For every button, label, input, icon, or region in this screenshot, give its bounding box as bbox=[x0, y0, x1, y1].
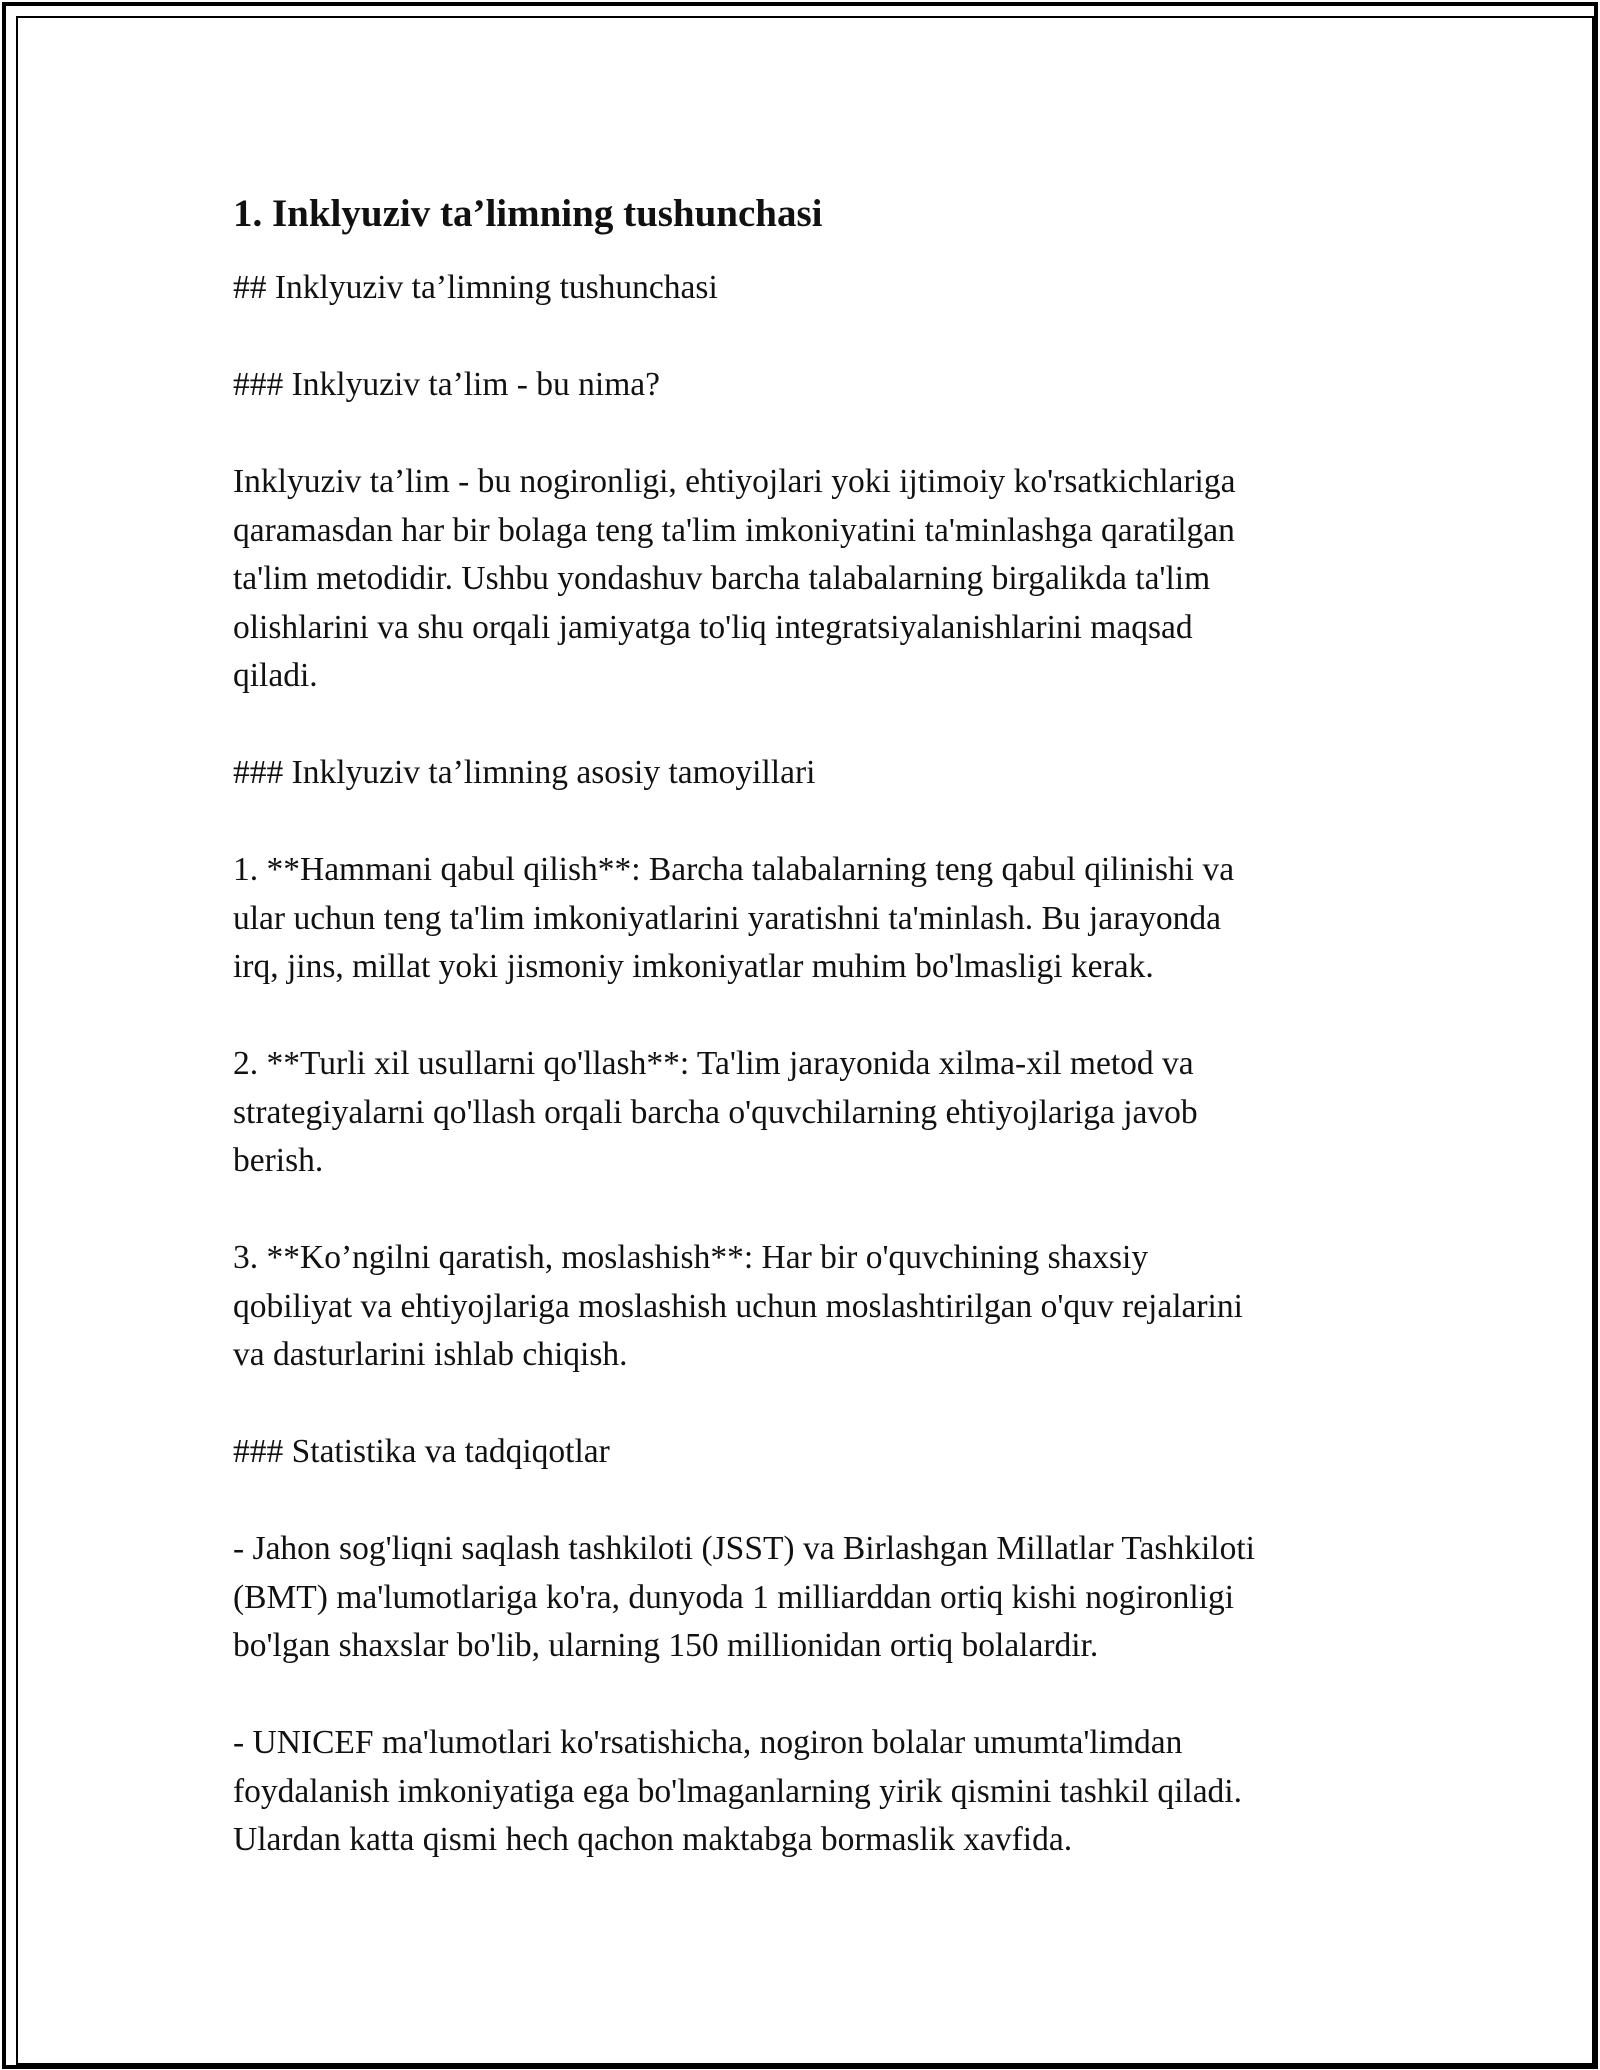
heading-what-is: ### Inklyuziv ta’lim - bu nima? bbox=[233, 366, 661, 403]
text-line: (BMT) ma'lumotlariga ko'ra, dunyoda 1 milliarddan ortiq kishi nogironligi bbox=[233, 1578, 1235, 1616]
stat-item-2 bbox=[233, 1719, 1373, 1865]
stat-item-1 bbox=[233, 1525, 1373, 1671]
principle-item-1 bbox=[233, 846, 1373, 992]
principle-item-2 bbox=[233, 1040, 1373, 1186]
text-line: ular uchun teng ta'lim imkoniyatlarini yaratishni ta'minlash. Bu jarayonda bbox=[233, 899, 1221, 937]
text-line: 2. **Turli xil usullarni qo'llash**: Ta'lim jarayonida xilma-xil metod va bbox=[233, 1045, 1194, 1082]
heading-principles: ### Inklyuziv ta’limning asosiy tamoyillari bbox=[233, 754, 816, 791]
text-line: ta'lim metodidir. Ushbu yondashuv barcha talabalarning birgalikda ta'lim bbox=[233, 560, 1211, 597]
document-title: 1. Inklyuziv ta’limning tushunchasi bbox=[233, 192, 823, 235]
text-line: berish. bbox=[233, 1142, 324, 1179]
text-line: irq, jins, millat yoki jismoniy imkoniyatlar muhim bo'lmasligi kerak. bbox=[233, 948, 1154, 985]
text-line: Inklyuziv ta’lim - bu nogironligi, ehtiyojlari yoki ijtimoiy ko'rsatkichlariga bbox=[233, 463, 1236, 500]
heading-h2: ## Inklyuziv ta’limning tushunchasi bbox=[233, 269, 718, 306]
text-line: - Jahon sog'liqni saqlash tashkiloti (JSST) va Birlashgan Millatlar Tashkiloti bbox=[233, 1530, 1255, 1567]
text-line: olishlarini va shu orqali jamiyatga to'liq integratsiyalanishlarini maqsad bbox=[233, 608, 1193, 646]
principle-item-3 bbox=[233, 1234, 1373, 1380]
text-line: strategiyalarni qo'llash orqali barcha o'quvchilarning ehtiyojlariga javob bbox=[233, 1093, 1198, 1131]
document-body bbox=[233, 188, 1373, 1913]
text-line: Ulardan katta qismi hech qachon maktabga bormaslik xavfida. bbox=[233, 1821, 1073, 1858]
text-line: qaramasdan har bir bolaga teng ta'lim imkoniyatini ta'minlashga qaratilgan bbox=[233, 511, 1235, 549]
intro-paragraph bbox=[233, 458, 1373, 701]
text-line: - UNICEF ma'lumotlari ko'rsatishicha, nogiron bolalar umumta'limdan bbox=[233, 1724, 1183, 1761]
text-line: 3. **Ko’ngilni qaratish, moslashish**: Har bir o'quvchining shaxsiy bbox=[233, 1239, 1149, 1276]
text-line: va dasturlarini ishlab chiqish. bbox=[233, 1336, 628, 1373]
text-line: bo'lgan shaxslar bo'lib, ularning 150 millionidan ortiq bolalardir. bbox=[233, 1627, 1099, 1664]
text-line: qiladi. bbox=[233, 657, 318, 694]
text-line: qobiliyat va ehtiyojlariga moslashish uchun moslashtirilgan o'quv rejalarini bbox=[233, 1287, 1243, 1325]
text-line: foydalanish imkoniyatiga ega bo'lmaganlarning yirik qismini tashkil qiladi. bbox=[233, 1772, 1242, 1810]
heading-statistics: ### Statistika va tadqiqotlar bbox=[233, 1433, 610, 1470]
text-line: 1. **Hammani qabul qilish**: Barcha talabalarning teng qabul qilinishi va bbox=[233, 851, 1235, 888]
